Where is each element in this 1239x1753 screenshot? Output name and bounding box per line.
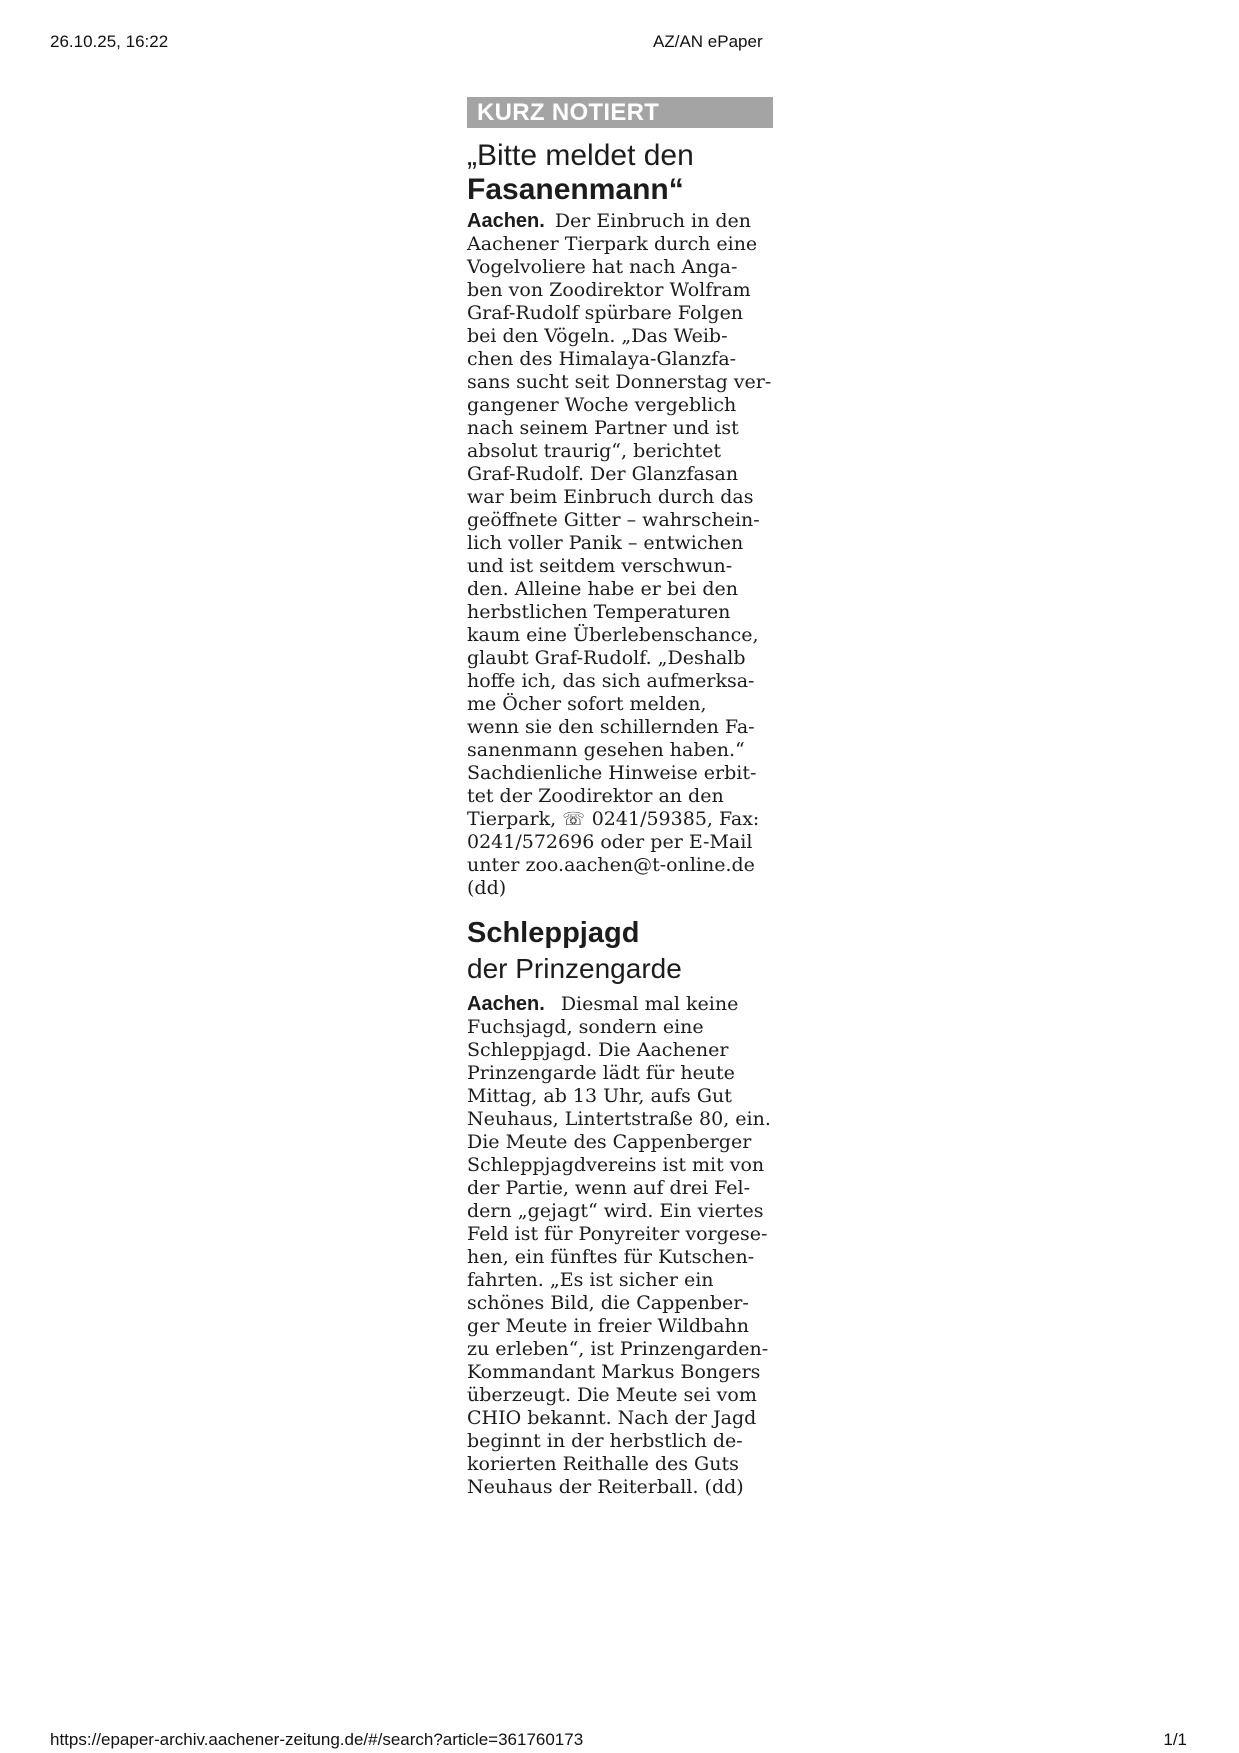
- article-text-line: ger Meute in freier Wildbahn: [467, 1315, 750, 1337]
- article-text-line: sanenmann gesehen haben.“: [467, 739, 745, 761]
- article-text-line: den. Alleine habe er bei den: [467, 578, 738, 600]
- article-text-line: Schleppjagdvereins ist mit von: [467, 1154, 765, 1176]
- article-text-line: Vogelvoliere hat nach Anga-: [467, 256, 738, 278]
- article-text-line: Sachdienliche Hinweise erbit-: [467, 762, 757, 784]
- print-header-title: AZ/AN ePaper: [653, 32, 763, 51]
- article-text-line: tet der Zoodirektor an den: [467, 785, 724, 807]
- section-label-bar: [467, 97, 773, 128]
- article-text-line: chen des Himalaya-Glanzfa-: [467, 348, 737, 370]
- article-text-line: zu erleben“, ist Prinzengarden-: [467, 1338, 769, 1360]
- article-text-line: Neuhaus der Reiterball. (dd): [467, 1476, 744, 1498]
- line-text: Der Einbruch in den: [554, 210, 751, 232]
- article-text-line: CHIO bekannt. Nach der Jagd: [467, 1407, 757, 1429]
- article-text-line: Prinzengarde lädt für heute: [467, 1062, 735, 1084]
- article-text-line: (dd): [467, 877, 507, 899]
- article-text-line: Graf-Rudolf. Der Glanzfasan: [467, 463, 739, 485]
- print-footer-url: https://epaper-archiv.aachener-zeitung.de/#/search?article=361760173: [50, 1730, 584, 1749]
- article-text-line: korierten Reithalle des Guts: [467, 1453, 739, 1475]
- print-footer-page-number: 1/1: [1163, 1730, 1187, 1749]
- article-text-line: sans sucht seit Donnerstag ver-: [467, 371, 772, 393]
- article-text-line: hen, ein fünftes für Kutschen-: [467, 1246, 755, 1268]
- article-text-line: fahrten. „Es ist sicher ein: [467, 1269, 714, 1291]
- article-text-line: kaum eine Überlebenschance,: [467, 624, 759, 646]
- article-text-line: [467, 210, 797, 233]
- article-text-line: Aachener Tierpark durch eine: [467, 233, 758, 255]
- article-headline: [467, 139, 694, 207]
- article-body: [467, 993, 797, 1499]
- article-text-line: [467, 993, 797, 1016]
- article-body: [467, 210, 797, 900]
- article-headline: [467, 915, 682, 987]
- article-text-line: bei den Vögeln. „Das Weib-: [467, 325, 728, 347]
- line-text: Diesmal mal keine: [560, 993, 739, 1015]
- section-label: KURZ NOTIERT: [477, 99, 660, 126]
- article-text-line: Mittag, ab 13 Uhr, aufs Gut: [467, 1085, 732, 1107]
- dateline: Aachen.: [467, 210, 545, 232]
- headline-line-bold: Fasanenmann“: [467, 173, 684, 206]
- article-text-line: 0241/572696 oder per E-Mail: [467, 831, 753, 853]
- article-text-line: Graf-Rudolf spürbare Folgen: [467, 302, 744, 324]
- article-text-line: geöffnete Gitter – wahrschein-: [467, 509, 760, 531]
- article-text-line: Feld ist für Ponyreiter vorgese-: [467, 1223, 768, 1245]
- article-text-line: der Partie, wenn auf drei Fel-: [467, 1177, 751, 1199]
- headline-line-bold: Schleppjagd: [467, 917, 640, 949]
- article-text-line: hoffe ich, das sich aufmerksa-: [467, 670, 755, 692]
- article-text-line: herbstlichen Temperaturen: [467, 601, 731, 623]
- article-text-line: überzeugt. Die Meute sei vom: [467, 1384, 757, 1406]
- article-text-line: gangener Woche vergeblich: [467, 394, 737, 416]
- article-text-line: Fuchsjagd, sondern eine: [467, 1016, 704, 1038]
- article-text-line: wenn sie den schillernden Fa-: [467, 716, 755, 738]
- dateline: Aachen.: [467, 993, 545, 1015]
- article-text-line: lich voller Panik – entwichen: [467, 532, 744, 554]
- line-text: 0241/59385, Fax:: [591, 808, 760, 830]
- article-text-line: dern „gejagt“ wird. Ein viertes: [467, 1200, 764, 1222]
- article-text-line: glaubt Graf-Rudolf. „Deshalb: [467, 647, 746, 669]
- phone-icon: [562, 808, 585, 831]
- article-text-line: unter zoo.aachen@t-online.de: [467, 854, 755, 876]
- headline-line: „Bitte meldet den: [467, 139, 694, 172]
- article-text-line: und ist seitdem verschwun-: [467, 555, 733, 577]
- line-text: Tierpark,: [467, 808, 557, 830]
- article-text-line: Neuhaus, Lintertstraße 80, ein.: [467, 1108, 771, 1130]
- print-header-datetime: 26.10.25, 16:22: [50, 32, 169, 51]
- article-text-line: Schleppjagd. Die Aachener: [467, 1039, 729, 1061]
- article-text-line: [467, 808, 797, 831]
- article-text-line: ben von Zoodirektor Wolfram: [467, 279, 751, 301]
- article-text-line: nach seinem Partner und ist: [467, 417, 739, 439]
- article-text-line: absolut traurig“, berichtet: [467, 440, 722, 462]
- article-text-line: schönes Bild, die Cappenber-: [467, 1292, 749, 1314]
- article-text-line: beginnt in der herbstlich de-: [467, 1430, 743, 1452]
- article-text-line: war beim Einbruch durch das: [467, 486, 754, 508]
- article-text-line: Die Meute des Cappenberger: [467, 1131, 752, 1153]
- article-text-line: Kommandant Markus Bongers: [467, 1361, 761, 1383]
- article-text-line: me Öcher sofort melden,: [467, 693, 707, 715]
- headline-subline: der Prinzengarde: [467, 953, 682, 984]
